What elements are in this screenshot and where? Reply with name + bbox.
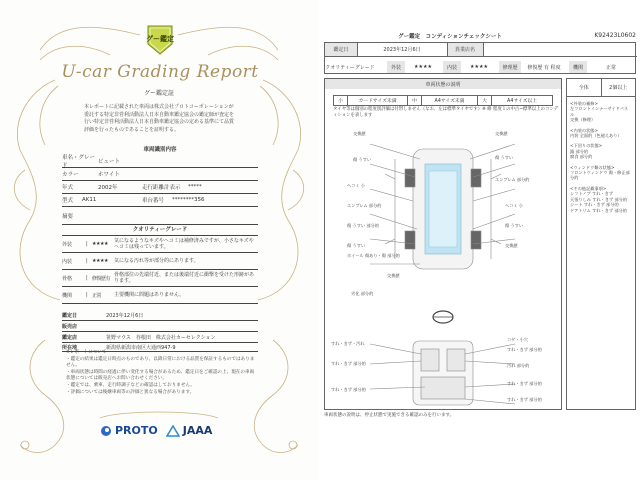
summary-item: 左フロントインナーサイドパネル: [570, 106, 629, 117]
legend-note: タイヤ等は個別の程度別評価は付帯しません（なお、左は標準タイヤです）※ 修 程度１の中古~標準以上のコンディションを表します: [333, 107, 559, 118]
interior-label: すれ・きず 部分的: [331, 387, 366, 392]
summary-heading: <ウィンドウ類の状態>: [570, 164, 615, 170]
quality-desc: 主要機関に問題はありません。: [114, 291, 185, 298]
summary-item: 天張りしみ すれ・きず 部分的: [570, 196, 628, 202]
certificate-subtitle: グー鑑定証: [143, 90, 174, 97]
chassis-value: ********356: [172, 197, 205, 203]
vehicle-color-value: ホワイト: [98, 172, 120, 178]
dealer-row: [62, 321, 258, 332]
legend-large-desc: A4サイズ以上: [507, 99, 537, 104]
overall-value: 2個以上: [609, 85, 628, 91]
interior-label: 内装: [443, 61, 461, 73]
interior-label: すれ・きず 部分的: [507, 347, 542, 352]
chassis-label: 車台番号: [142, 198, 165, 204]
vehicle-identification-table: [62, 145, 258, 352]
damage-label: 傷 うすい: [347, 243, 366, 248]
quality-section-title: クオリティーグレード: [62, 225, 258, 236]
jaaa-logo: [166, 424, 213, 437]
overall-row: [567, 79, 635, 97]
vehicle-name-row: [62, 155, 258, 168]
proto-logo-text: PROTO: [115, 424, 158, 437]
exterior-label: 外装: [387, 61, 405, 73]
quality-stars: 正常: [92, 292, 102, 299]
quality-stars: ★★★★: [92, 258, 108, 264]
certificate-title: U-car Grading Report: [61, 62, 259, 82]
summary-item: 交換（修理）: [570, 117, 596, 123]
vehicle-remarks-label: 摘要: [62, 213, 74, 220]
address-label: 所在地: [62, 344, 78, 351]
vehicle-section-title: 車両識別内容: [143, 147, 177, 153]
summary-item: 内装 全面的（色褪えあり）: [570, 133, 622, 139]
proto-mark-icon: [100, 425, 112, 437]
damage-label: 傷 うすい: [353, 157, 372, 162]
quality-row-interior: 内装 | ★★★★ 気になる汚れ等が部分的にあります。: [62, 253, 258, 270]
frame-value: 修復歴 有 程度: [527, 64, 561, 71]
vehicle-color-row: [62, 168, 258, 181]
sheet-code: K92423L0602: [594, 32, 636, 39]
mileage-label: 走行距離計表示: [142, 185, 181, 191]
grading-certificate: [0, 0, 318, 480]
damage-label: 交換歴: [387, 273, 400, 278]
quality-desc: 骨格部位の先端付近、または後端付近に衝撃を受けた形跡があります。: [114, 271, 255, 284]
damage-label: エンブレム 部分的: [495, 177, 530, 182]
summary-item: シフトノブ すれ・きず: [570, 191, 613, 197]
damage-label: 交換歴: [353, 131, 366, 136]
gu-appraisal-seal: [146, 24, 174, 56]
quality-grade-label: クオリティーグレード: [325, 64, 375, 71]
summary-heading: <下回りの状態>: [570, 143, 603, 149]
interior-label: すれ・きず 部分的: [507, 381, 542, 386]
seal-text: グー鑑定: [146, 35, 174, 43]
quality-stars: 修復歴有: [92, 275, 111, 282]
vehicle-color-label: カラー: [62, 172, 79, 178]
condition-description: [324, 78, 562, 410]
dealer-label: 販売店: [62, 323, 78, 330]
summary-list: [567, 97, 635, 217]
note-item: ・鑑定では、乗車、走行時調子などの確認はしておりません。: [66, 382, 195, 388]
interior-label: すれ・きず・汚れ: [331, 341, 365, 346]
appraisal-date-value: 2023年12月6日: [383, 47, 421, 53]
jaaa-logo-text: JAAA: [182, 424, 213, 437]
note-heading: ※レポートについて: [66, 350, 107, 355]
interior-label: コゲ・小穴: [507, 337, 528, 342]
interior-stars: ★★★★: [470, 64, 488, 70]
vehicle-name-label: 車名・グレード: [62, 155, 96, 169]
interior-label: すれ・きず 部分的: [507, 397, 542, 402]
certificate-notes: [66, 350, 256, 396]
vehicle-remarks-row: [62, 207, 258, 225]
legend-medium: 中: [408, 96, 422, 105]
overall-label: 全体: [567, 79, 602, 96]
note-item: ・鑑定の結果は鑑定日時点のものであり、以降日常における品質を保証するものではありません。: [66, 356, 255, 369]
damage-label: 交換歴: [495, 131, 508, 136]
vehicle-name-value: ビュート: [98, 159, 121, 165]
damage-label: エンブレム 部分的: [347, 203, 382, 208]
vehicle-model-label: 型式: [62, 198, 74, 204]
vehicle-year-value: 2002年: [98, 185, 118, 191]
damage-label: ヘコミ 小: [505, 203, 524, 208]
quality-label: 機関: [62, 292, 73, 299]
damage-label: 傷 うすい: [495, 155, 514, 160]
frame-label: 修理歴: [499, 61, 521, 73]
note-item: ・車両状態は時間の経過に伴い変化する場合があるため、鑑定日をご確認の上、現在の車両状態については販売店へお問い合わせください。: [66, 369, 255, 382]
mileage-value: *****: [188, 184, 202, 190]
summary-heading: <内装の状態>: [570, 127, 598, 133]
sheet-title: グー鑑定 コンディションチェックシート: [398, 34, 502, 40]
summary-item: 錆 部分的: [570, 148, 589, 154]
summary-item: シート すれ・きず 部分的: [570, 202, 619, 208]
note-item: ・評価については後継車両等の評価と異なる場合があります。: [66, 389, 195, 395]
condition-summary-column: [566, 78, 636, 410]
appraiser-label: 鑑定店: [62, 334, 78, 341]
interior-label: すれ・きず 部分的: [331, 361, 366, 366]
appraiser-row: [62, 332, 258, 343]
legend-medium-desc: A4サイズ未満: [422, 96, 478, 105]
appraisal-date-row: [62, 310, 258, 321]
size-legend: [333, 95, 553, 106]
summary-item: 腐食 部分的: [570, 154, 593, 160]
legend-small: 小: [334, 96, 348, 105]
summary-heading: <その他記載事項>: [570, 185, 607, 191]
damage-label: 傷 うすい: [505, 223, 524, 228]
damage-label: 交換歴: [505, 243, 518, 248]
vehicle-year-label: 年式: [62, 185, 74, 191]
quality-label: 骨格: [62, 275, 73, 282]
engine-value: 正常: [605, 64, 616, 71]
damage-label: 劣化 部分的: [351, 291, 374, 296]
appraisal-date-label: 鑑定日: [325, 43, 357, 56]
legend-large: 大: [478, 96, 492, 105]
certificate-intro: 本レポートに記載された車両は株式会社プロトコーポレーションが委託する特定非営利活動法人日本自動車鑑定協会の鑑定師が査定を行い特定非営利活動法人日本自動車鑑定協会の定める基準にて品質評価を行ったものであることを証明する。: [84, 104, 235, 133]
damage-label: 傷 うすい 部分的: [347, 223, 379, 228]
vehicle-model-row: [62, 194, 258, 207]
footer-logos: [100, 424, 212, 437]
address-value: 新潟県新潟市南区大通西947-9: [106, 344, 176, 351]
damage-label: ヘコミ 小: [347, 183, 366, 188]
damage-label: ホイール 傷あり・傷 部分的: [347, 253, 400, 258]
appraiser-value: 笹野マウス 谷根田 株式会社カーセレクション: [106, 334, 216, 341]
quality-desc: 気になるようなキズやヘコミは補修済みですが、小さなキズやヘコミは残っています。: [114, 237, 254, 250]
summary-heading: <外装の補修>: [570, 101, 598, 106]
quality-label: 外装: [62, 241, 73, 248]
quality-label: 内装: [62, 258, 73, 265]
appraisal-date-value: 2023年12月6日: [106, 312, 144, 319]
interior-label: 汚れ 部分的: [507, 363, 530, 368]
engine-label: 機関: [569, 61, 587, 73]
condition-title: 車両状態の説明: [325, 79, 561, 89]
quality-desc: 気になる汚れ等が部分的にあります。: [114, 257, 199, 264]
summary-item: ドアトリム すれ・きず 部分的: [570, 207, 627, 213]
appraisal-date-label: 鑑定日: [62, 312, 78, 319]
sheet-footer-note: 車両状態の説明は、停止状態で実施できる確認のみを行います。: [324, 413, 455, 418]
quality-row-exterior: 外装 | ★★★★ 気になるようなキズやヘコミは補修済みですが、小さなキズやヘコミは残っています。: [62, 236, 258, 253]
vehicle-year-row: [62, 181, 258, 194]
sheet-header-table: [324, 42, 636, 74]
quality-stars: ★★★★: [92, 241, 108, 247]
condition-check-sheet: [320, 0, 640, 480]
shop-label: 異業店名: [447, 43, 483, 56]
quality-row-frame: 骨格 | 修復歴有 骨格部位の先端付近、または後端付近に衝撃を受けた形跡があります。: [62, 270, 258, 287]
summary-item: フロントウィンドウ 傷・修正部分的: [570, 170, 630, 181]
vehicle-model-value: AK11: [82, 197, 97, 203]
proto-logo: [100, 424, 158, 437]
quality-row-engine: 機関 | 正常 主要機関に問題はありません。: [62, 287, 258, 304]
exterior-stars: ★★★★: [414, 64, 432, 70]
legend-small-desc: カードサイズ未満: [348, 96, 408, 105]
jaaa-mark-icon: [166, 425, 180, 437]
